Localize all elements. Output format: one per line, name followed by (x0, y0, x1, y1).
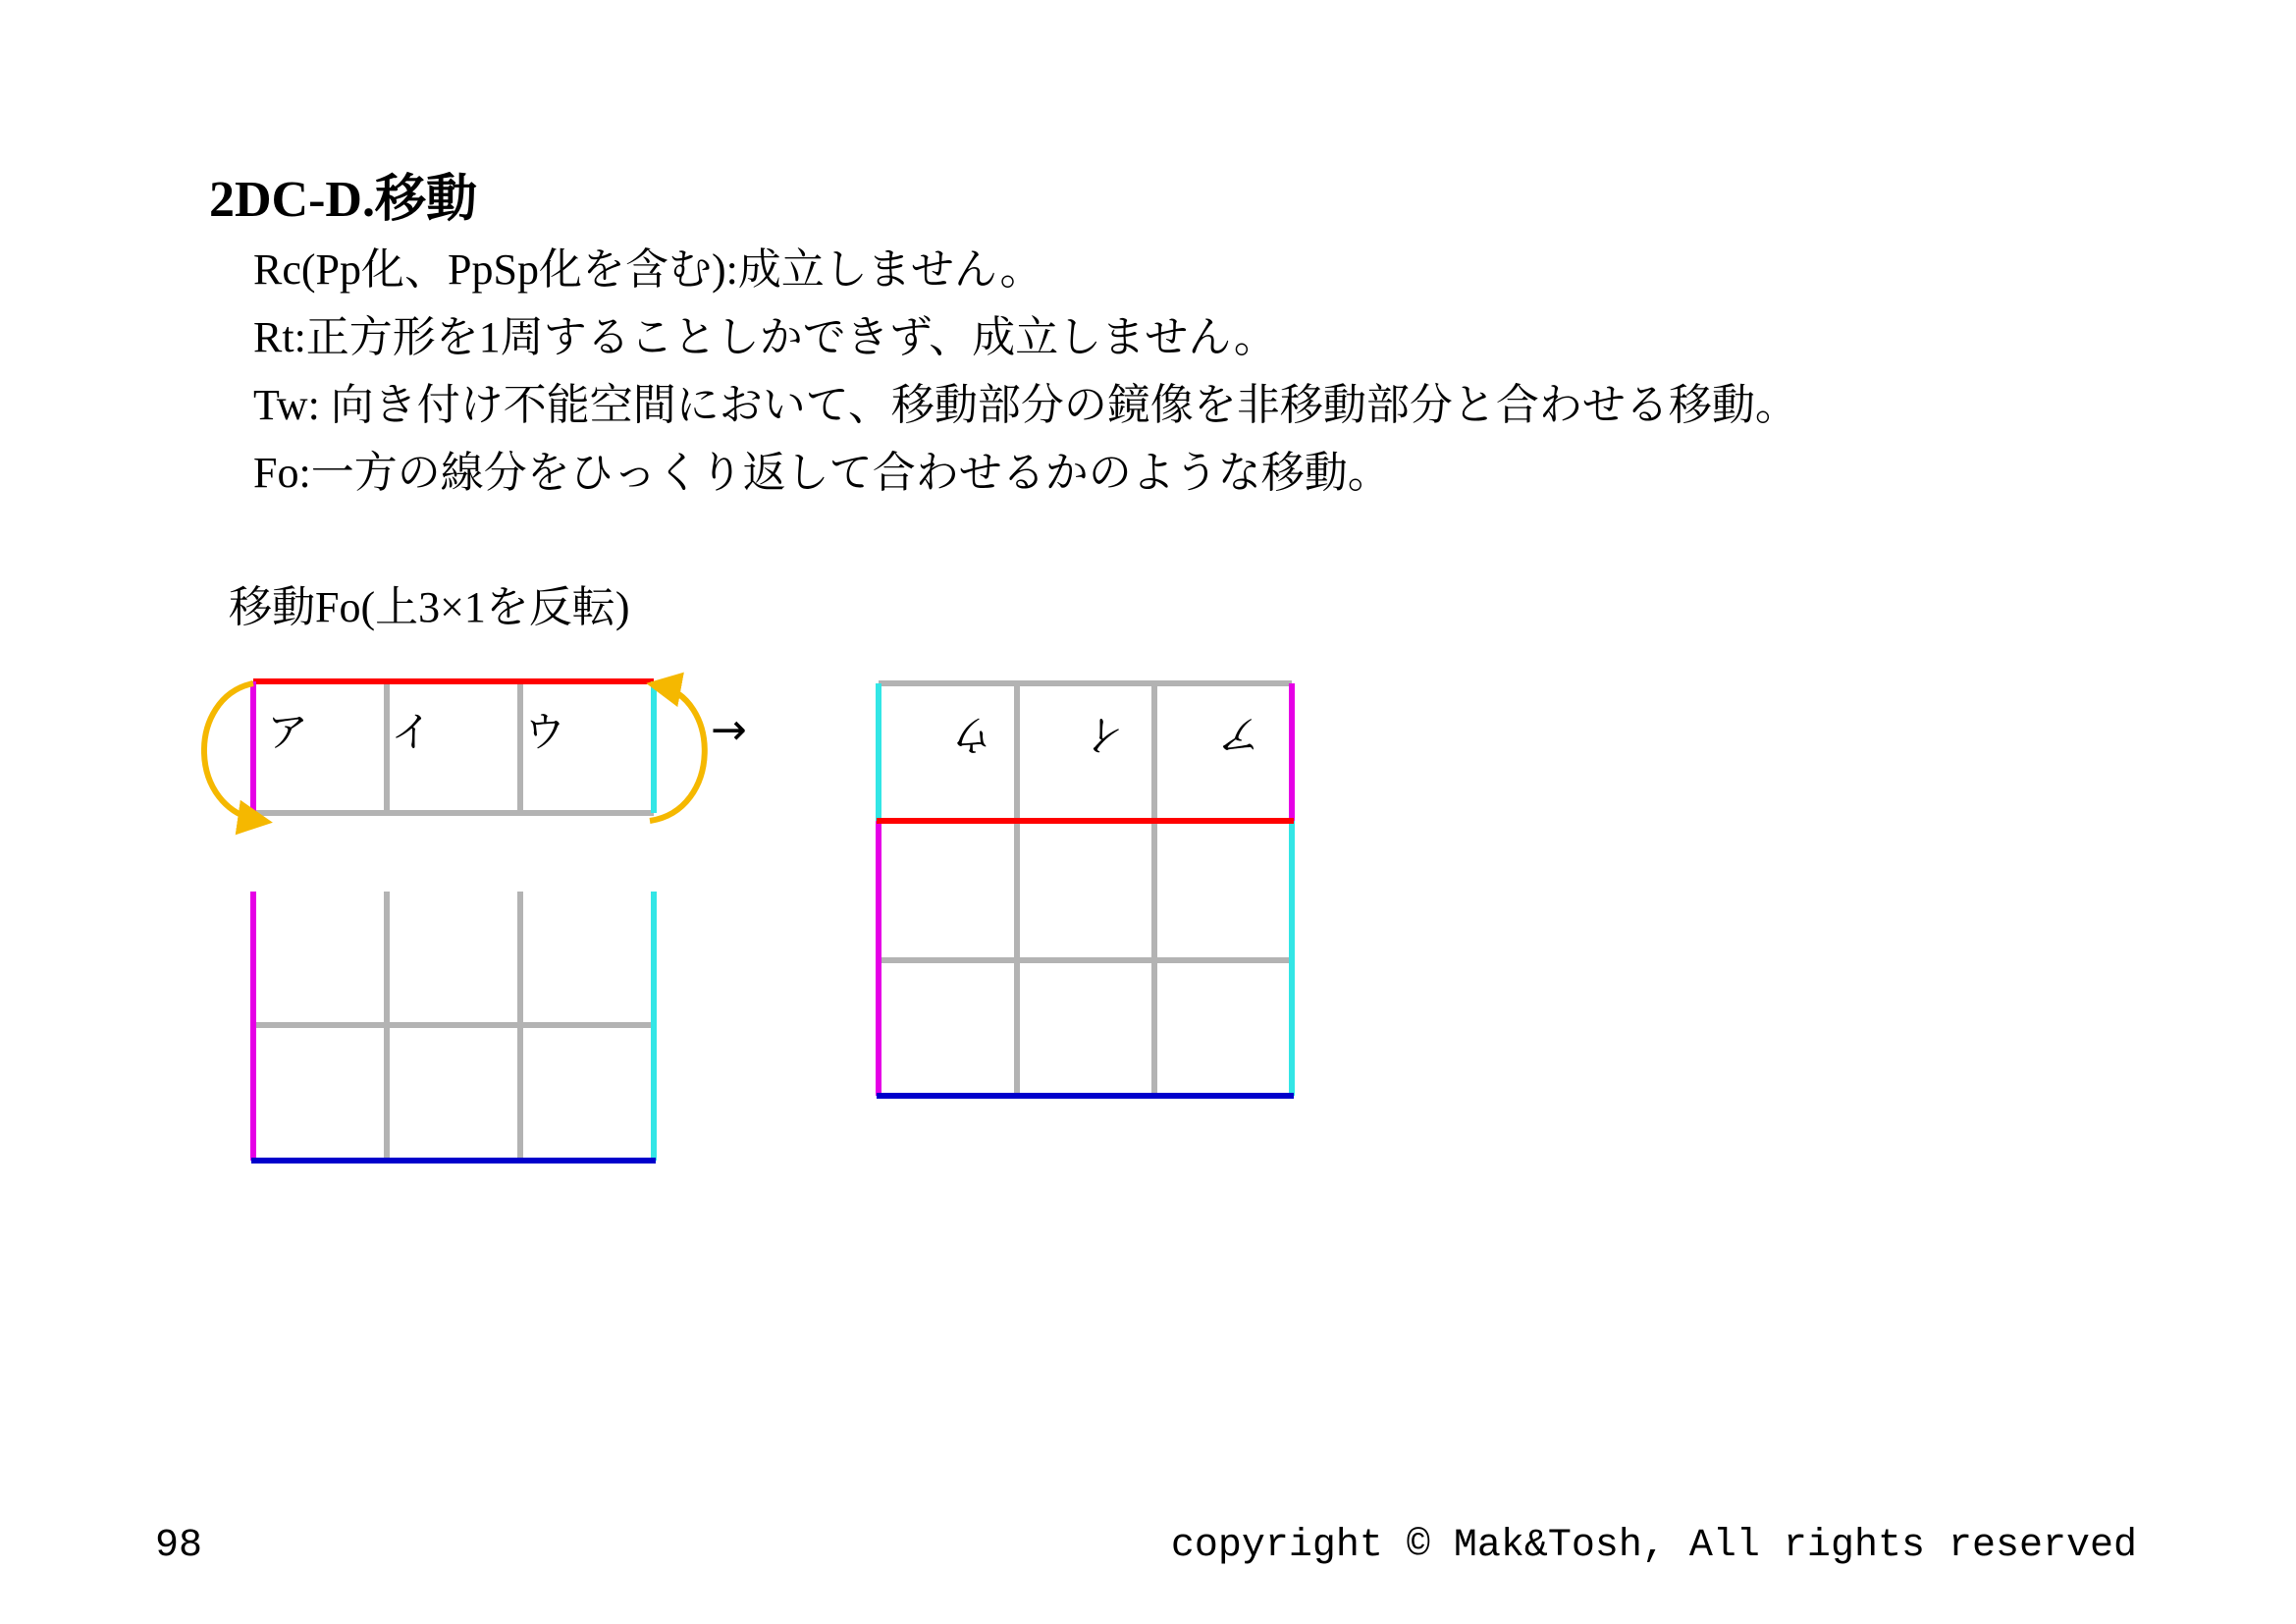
cell-label: ア (267, 708, 309, 756)
mirrored-cell-label: ウ (950, 711, 992, 759)
text-line-tw: Tw: 向き付け不能空間において、移動部分の鏡像を非移動部分と合わせる移動。 (253, 381, 1798, 429)
page-number: 98 (155, 1524, 203, 1568)
transition-arrow: → (711, 705, 747, 755)
mirrored-cell-label: イ (1082, 711, 1124, 759)
text-line-rc: Rc(Pp化、PpSp化を含む):成立しません。 (253, 245, 1043, 294)
text-line-fo: Fo:一方の線分をひっくり返して合わせるかのような移動。 (253, 449, 1391, 497)
cell-label: ウ (524, 708, 566, 756)
copyright-notice: copyright © Mak&Tosh, All rights reserved (1170, 1524, 2137, 1568)
cell-label: イ (391, 708, 433, 756)
text-line-rt: Rt:正方形を1周することしかできず、成立しません。 (253, 313, 1277, 361)
fold-arrow-right (650, 685, 705, 821)
left-bottom-block (251, 892, 656, 1161)
left-top-strip (253, 681, 654, 813)
figure-caption: 移動Fo(上3×1を反転) (229, 583, 630, 631)
mirrored-cell-label: ア (1217, 711, 1259, 759)
right-result-block (877, 683, 1294, 1096)
page-title: 2DC-D.移動 (209, 172, 477, 228)
